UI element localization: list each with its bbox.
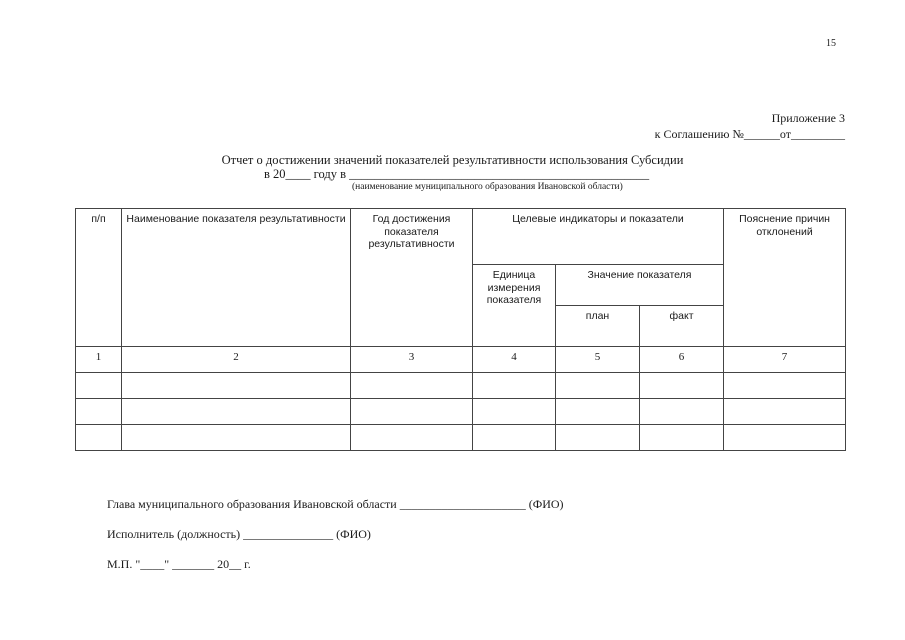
annex-title: Приложение 3	[771, 111, 845, 125]
table-cell[interactable]	[76, 373, 122, 399]
table-cell[interactable]	[473, 373, 556, 399]
table-cell[interactable]	[724, 425, 846, 451]
table-cell[interactable]	[724, 373, 846, 399]
header-indicator-name: Наименование показателя результативности	[122, 209, 351, 347]
table-cell[interactable]	[640, 425, 724, 451]
table-cell[interactable]	[473, 425, 556, 451]
table-cell[interactable]	[122, 373, 351, 399]
header-plan: план	[556, 306, 640, 347]
report-title: Отчет о достижении значений показателей результативности использования Субсидии	[221, 153, 684, 167]
column-number: 1	[76, 347, 122, 373]
table-cell[interactable]	[351, 373, 473, 399]
table-cell[interactable]	[122, 399, 351, 425]
report-table	[75, 208, 846, 451]
table-cell[interactable]	[556, 399, 640, 425]
table-cell[interactable]	[640, 373, 724, 399]
table-cell[interactable]	[76, 425, 122, 451]
executor-signature-line: Исполнитель (должность) _______________ (ФИО)	[107, 527, 371, 541]
table-cell[interactable]	[556, 373, 640, 399]
annex-agreement-ref: к Соглашению №______от_________	[654, 127, 845, 141]
header-reason: Пояснение причин отклонений	[724, 209, 846, 347]
report-year-line: в 20____ году в ________________________________________________	[264, 167, 650, 181]
table-cell[interactable]	[351, 399, 473, 425]
column-number: 3	[351, 347, 473, 373]
header-year: Год достижения показателя результативности	[351, 209, 473, 347]
annex-header	[655, 110, 845, 142]
table-cell[interactable]	[724, 399, 846, 425]
column-number: 6	[640, 347, 724, 373]
table-cell[interactable]	[473, 399, 556, 425]
head-signature-line: Глава муниципального образования Ивановской области _____________________ (ФИО)	[107, 497, 564, 511]
header-unit: Единица измерения показателя	[473, 265, 556, 347]
table-cell[interactable]	[76, 399, 122, 425]
stamp-date-line: М.П. "____" _______ 20__ г.	[107, 557, 251, 571]
municipality-note: (наименование муниципального образования Ивановской области)	[352, 182, 623, 192]
table-row	[76, 425, 846, 451]
column-number: 4	[473, 347, 556, 373]
table-cell[interactable]	[351, 425, 473, 451]
table-cell[interactable]	[640, 399, 724, 425]
table-row	[76, 373, 846, 399]
header-pp: п/п	[76, 209, 122, 347]
column-number: 2	[122, 347, 351, 373]
column-number-row	[76, 347, 846, 373]
column-number: 5	[556, 347, 640, 373]
table-cell[interactable]	[122, 425, 351, 451]
table-cell[interactable]	[556, 425, 640, 451]
table-row	[76, 399, 846, 425]
header-targets: Целевые индикаторы и показатели	[473, 209, 724, 265]
page-number: 15	[826, 38, 836, 49]
header-fact: факт	[640, 306, 724, 347]
column-number: 7	[724, 347, 846, 373]
header-value: Значение показателя	[556, 265, 724, 306]
